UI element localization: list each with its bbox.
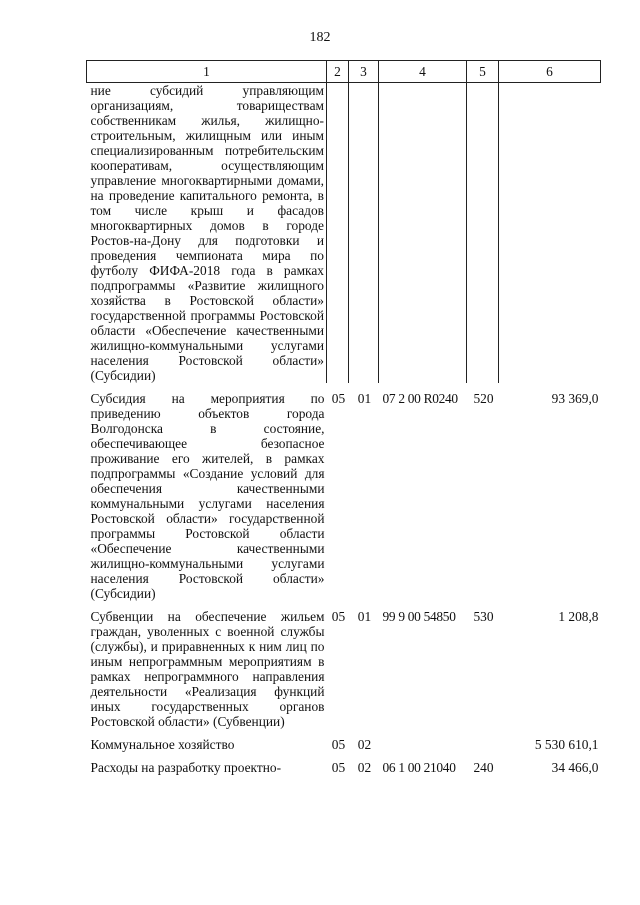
row-amount: 34 466,0 (551, 760, 599, 775)
table-row (87, 83, 601, 384)
page-number: 182 (309, 30, 331, 45)
column-header-section: 2 (327, 61, 349, 83)
row-amount: 5 530 610,1 (534, 737, 599, 752)
row-section: 05 (331, 609, 346, 624)
row-section: 05 (331, 391, 346, 406)
row-subsection (349, 83, 379, 384)
row-subsection: 02 (357, 760, 372, 775)
row-description: Коммунальное хозяйство (90, 737, 235, 752)
row-expense-type (467, 737, 499, 752)
row-description: ние субсидий управляющим организациям, товариществам собственникам жилья, жилищно-строительным, жилищным или иным специализированным потребительским кооперативам, осуществляющим управление многоквартирными домами, на проведение капитального ремонта, в том числе крыш и фасадов многоквартирных домов в городе Ростов-на-Дону для подготовки и проведения чемпионата мира по футболу ФИФА-2018 года в рамках подпрограммы «Развитие жилищного хозяйства в Ростовской области» государственной программы Ростовской области «Обеспечение качественными жилищно-коммунальными услугами населения Ростовской области» (Субсидии) (87, 83, 327, 384)
row-description: Субвенции на обеспечение жильем граждан, уволенных с военной службы (службы), и приравненных к ним лиц по иным непрограммным мероприятиям в рамках непрограммного направления деятельности «Реализация функций иных государственных органов Ростовской области» (Субвенции) (90, 609, 325, 729)
budget-table (86, 60, 601, 775)
row-subsection: 01 (357, 391, 372, 406)
row-subsection: 01 (357, 609, 372, 624)
column-header-amount: 6 (499, 61, 601, 83)
column-header-subsection: 3 (349, 61, 379, 83)
table-header (87, 61, 601, 83)
column-header-description: 1 (87, 61, 327, 83)
row-amount (499, 83, 601, 384)
table-row (87, 609, 601, 729)
row-section: 05 (331, 760, 346, 775)
row-expense-type (467, 83, 499, 384)
row-amount: 1 208,8 (558, 609, 599, 624)
row-subsection: 02 (357, 737, 372, 752)
row-target: 07 2 00 R0240 (382, 391, 458, 406)
row-section: 05 (331, 737, 346, 752)
row-section (327, 83, 349, 384)
column-header-target: 4 (379, 61, 467, 83)
table-row (87, 760, 601, 775)
row-target (379, 737, 467, 752)
row-expense-type: 530 (473, 609, 494, 624)
column-header-expense-type: 5 (467, 61, 499, 83)
row-amount: 93 369,0 (551, 391, 599, 406)
row-target: 06 1 00 21040 (382, 760, 456, 775)
row-expense-type: 240 (473, 760, 494, 775)
row-expense-type: 520 (473, 391, 494, 406)
row-description: Расходы на разработку проектно- (90, 760, 282, 775)
table-row (87, 391, 601, 601)
row-description: Субсидия на мероприятия по приведению объектов города Волгодонска в состояние, обеспечивающее безопасное проживание его жителей, в рамках подпрограммы «Создание условий для обеспечения качественными коммунальными услугами населения Ростовской области» государственной программы Ростовской области «Обеспечение качественными жилищно-коммунальными услугами населения Ростовской области» (Субсидии) (90, 391, 325, 601)
table-row (87, 737, 601, 752)
row-target: 99 9 00 54850 (382, 609, 456, 624)
row-target (379, 83, 467, 384)
